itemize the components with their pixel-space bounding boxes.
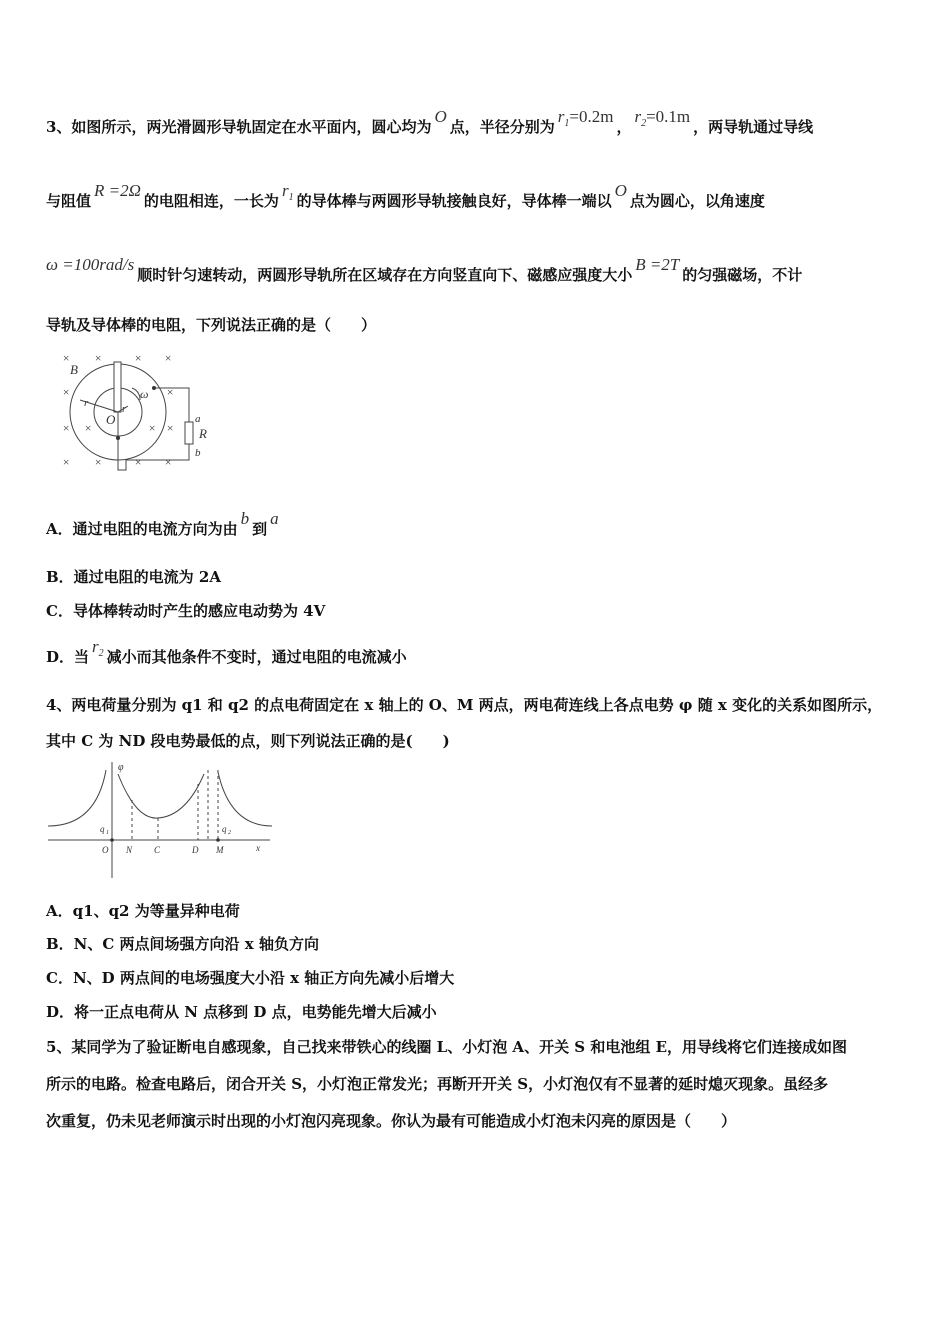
math-O: O	[434, 107, 447, 126]
q3-option-c: C．导体棒转动时产生的感应电动势为 4V	[46, 602, 326, 620]
q3-text: 的匀强磁场，不计	[682, 266, 803, 284]
math-r1: $r_1$	[281, 181, 294, 203]
fig-label-omega: ω	[140, 387, 149, 401]
fig-label-b: b	[195, 447, 201, 459]
math-B: B =2T	[635, 255, 680, 274]
svg-text:×: ×	[62, 421, 71, 435]
svg-text:×: ×	[62, 351, 71, 365]
option-text: 到	[252, 520, 268, 538]
graph-label-N: N	[126, 845, 133, 855]
graph-label-q2: q	[222, 824, 227, 834]
q3-option-d	[46, 637, 407, 667]
q3-text: 点为圆心，以角速度	[629, 192, 765, 210]
svg-text:×: ×	[166, 385, 175, 399]
q3-circuit-figure	[54, 348, 224, 478]
q3-text: 的导体棒与两圆形导轨接触良好，导体棒一端以	[296, 192, 612, 210]
q4-potential-graph	[46, 760, 276, 880]
graph-label-D: D	[192, 845, 199, 855]
fig-label-B: B	[70, 362, 78, 377]
svg-text:×: ×	[134, 455, 143, 469]
q5-line-2: 所示的电路。检查电路后，闭合开关 S，小灯泡正常发光；再断开开关 S，小灯泡仅有不显著的延时熄灭现象。虽经多	[46, 1075, 829, 1093]
graph-label-C: C	[154, 845, 161, 855]
svg-text:×: ×	[94, 455, 103, 469]
math-O: O	[614, 181, 627, 200]
q3-text: 3、如图所示，两光滑圆形导轨固定在水平面内，圆心均为	[46, 118, 432, 136]
svg-text:×: ×	[134, 351, 143, 365]
q3-option-a	[46, 509, 282, 539]
q3-line-1	[46, 107, 814, 137]
q3-line-2	[46, 181, 765, 211]
math-R: R =2Ω	[94, 181, 141, 200]
q5-line-1: 5、某同学为了验证断电自感现象，自己找来带铁心的线圈 L、小灯泡 A、开关 S 和电池组 E，用导线将它们连接成如图	[46, 1038, 848, 1056]
svg-text:×: ×	[94, 351, 103, 365]
svg-text:×: ×	[166, 421, 175, 435]
fig-label-R: R	[199, 426, 207, 441]
math-r2: $r_2$	[92, 637, 104, 659]
q4-option-b: B．N、C 两点间场强方向沿 x 轴负方向	[46, 935, 319, 953]
q3-line-3	[46, 255, 803, 285]
q4-option-a: A．q1、q2 为等量异种电荷	[46, 902, 240, 920]
svg-text:×: ×	[164, 455, 173, 469]
option-text: D．当	[46, 648, 90, 666]
math-r1-eq: $r_1=0.2m$	[557, 107, 614, 129]
math-b: b	[240, 509, 250, 528]
fig-label-r2: r	[122, 403, 127, 415]
math-a: a	[270, 509, 279, 528]
option-text: 减小而其他条件不变时，通过电阻的电流减小	[106, 648, 407, 666]
q3-text: 的电阻相连，一长为	[143, 192, 279, 210]
graph-label-phi: φ	[118, 762, 124, 773]
q3-line-4: 导轨及导体棒的电阻，下列说法正确的是（ ）	[46, 316, 377, 334]
svg-text:×: ×	[84, 421, 93, 435]
q4-line-1: 4、两电荷量分别为 q1 和 q2 的点电荷固定在 x 轴上的 O、M 两点，两电荷连线上各点电势 φ 随 x 变化的关系如图所示，	[46, 696, 883, 714]
graph-label-q1-sub: 1	[106, 830, 109, 836]
q3-text: 顺时针匀速转动，两圆形导轨所在区域存在方向竖直向下、磁感应强度大小	[137, 266, 633, 284]
q3-text: ，两导轨通过导线	[693, 118, 814, 136]
math-r2-eq: $r_2=0.1m$	[634, 107, 691, 129]
graph-label-O: O	[102, 845, 109, 855]
q3-text: 点，半径分别为	[449, 118, 555, 136]
q5-line-3: 次重复，仍未见老师演示时出现的小灯泡闪亮现象。你认为最有可能造成小灯泡未闪亮的原因是（ ）	[46, 1112, 737, 1130]
fig-label-a: a	[195, 413, 201, 425]
svg-text:×: ×	[62, 385, 71, 399]
q4-line-2: 其中 C 为 ND 段电势最低的点，则下列说法正确的是( )	[46, 732, 450, 750]
graph-label-q2-sub: 2	[228, 830, 231, 836]
q4-option-c: C．N、D 两点间的电场强度大小沿 x 轴正方向先减小后增大	[46, 969, 455, 987]
graph-label-M: M	[216, 845, 224, 855]
q3-text: 与阻值	[46, 192, 92, 210]
svg-text:×: ×	[62, 455, 71, 469]
graph-label-q1: q	[100, 824, 105, 834]
fig-label-r1: r	[84, 397, 89, 409]
fig-label-O: O	[106, 412, 116, 427]
option-text: A．通过电阻的电流方向为由	[46, 520, 238, 538]
q3-text: ，	[616, 118, 632, 136]
graph-label-x: x	[256, 843, 260, 853]
q4-option-d: D．将一正点电荷从 N 点移到 D 点，电势能先增大后减小	[46, 1003, 437, 1021]
q3-option-b: B．通过电阻的电流为 2A	[46, 568, 221, 586]
svg-text:×: ×	[164, 351, 173, 365]
math-omega: ω =100rad/s	[46, 255, 135, 274]
svg-text:×: ×	[148, 421, 157, 435]
